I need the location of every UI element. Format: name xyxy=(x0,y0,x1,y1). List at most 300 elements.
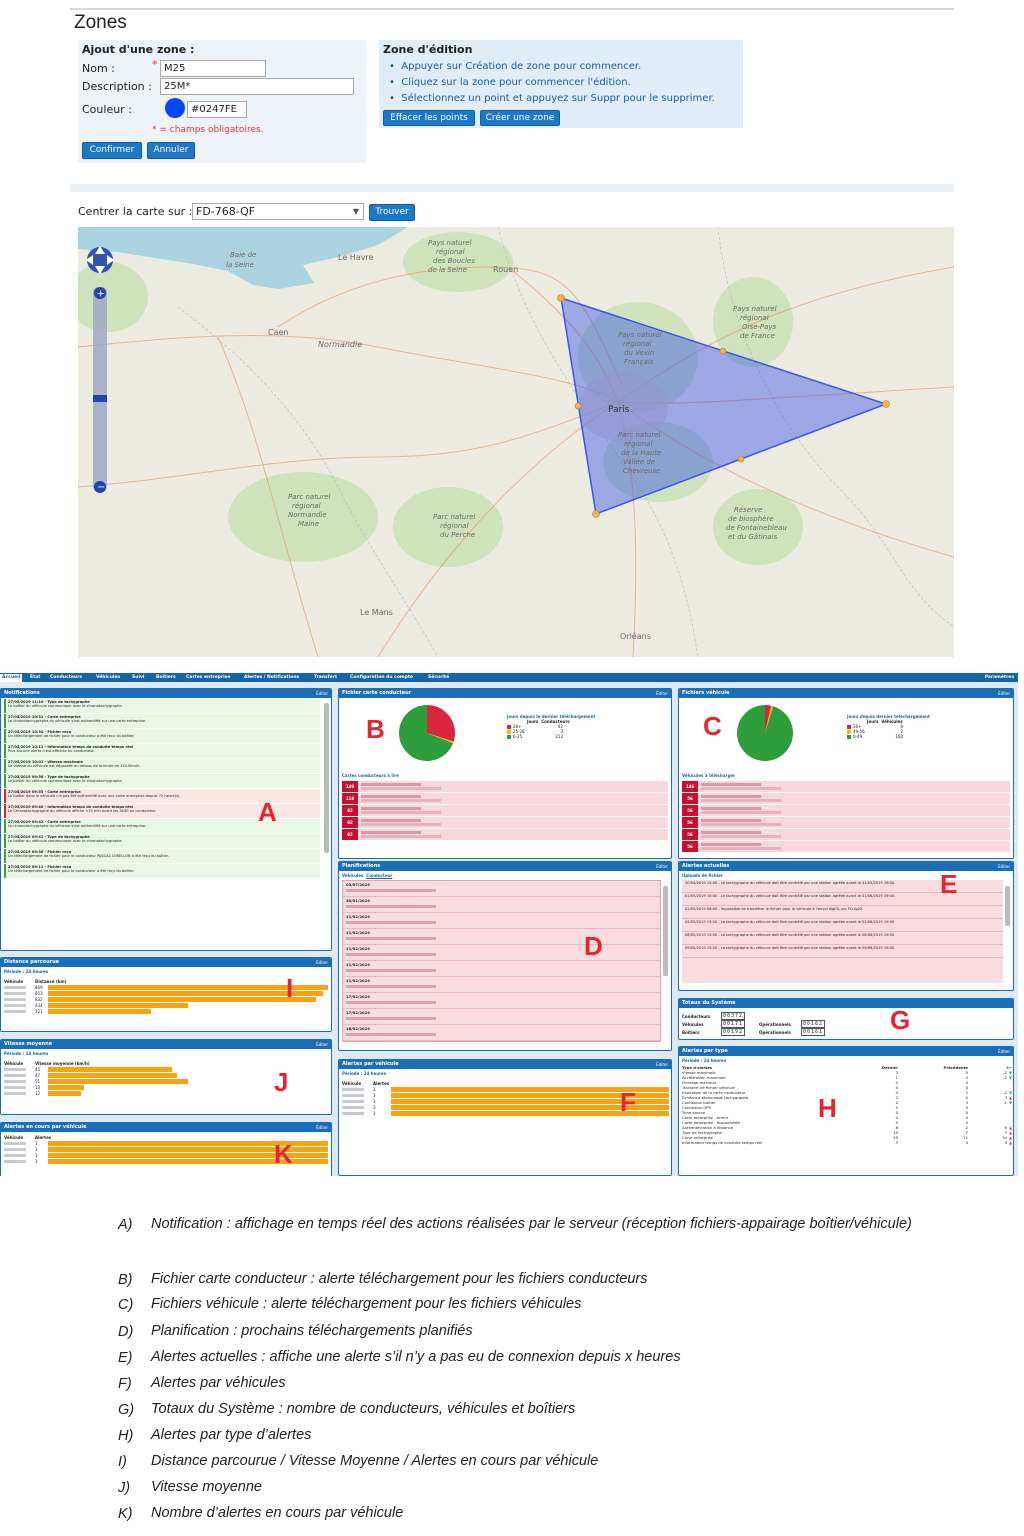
tab-securite[interactable]: Sécurité xyxy=(428,675,450,680)
description-input[interactable]: 25M* xyxy=(160,78,354,95)
svg-text:de la Haute: de la Haute xyxy=(621,449,662,457)
alert-type-cell: Information temps de conduite temps réel xyxy=(682,1140,763,1145)
bar-mark xyxy=(48,997,316,1002)
alert-type-cell: 0 xyxy=(895,1110,898,1115)
notification-item[interactable] xyxy=(4,714,320,728)
alert-item[interactable]: 08/05/2019 15:00 - Le tachygraphe du véhicule doit être contrôlé par une station agréée avant le 08/06/2019 19:00. xyxy=(682,932,1003,945)
alert-type-cell: 0 xyxy=(965,1105,968,1110)
alert-item[interactable]: 02/05/2019 15:00 - Le tachygraphe du véhicule doit être contrôlé par une station agréée avant le 02/06/2019 19:00. xyxy=(682,919,1003,932)
planning-date: 11/02/2019 xyxy=(346,946,370,951)
notifications-header xyxy=(1,689,331,698)
list-count: 82 xyxy=(342,817,358,828)
planning-item[interactable] xyxy=(343,897,660,913)
description-label: Description : xyxy=(82,80,152,93)
vehicle-files-title: Fichiers véhicule xyxy=(682,690,730,696)
planning-tabs xyxy=(339,871,671,880)
vehicle-legend-col1: Jours xyxy=(867,719,879,724)
tab-boitiers[interactable]: Boîtiers xyxy=(156,675,176,680)
alert-type-cell: Freinage maximal xyxy=(682,1080,716,1085)
create-zone-button[interactable]: Créer une zone xyxy=(480,110,560,126)
notification-body: Le Chronotachygraphe du véhicule affiche <15 min avant les 4h30 au conducteur. xyxy=(8,809,157,814)
distance-edit[interactable]: Éditer xyxy=(316,960,328,965)
alerts-current-vehicle-edit[interactable]: Éditer xyxy=(316,1125,328,1130)
speed-col2: Vitesse moyenne (km/h) xyxy=(35,1061,90,1066)
svg-text:Le Havre: Le Havre xyxy=(338,253,374,262)
totals-vehicles: 00171 xyxy=(723,1021,744,1027)
find-button[interactable]: Trouver xyxy=(369,204,415,221)
planning-title: Planifications xyxy=(342,863,381,869)
svg-text:Rouen: Rouen xyxy=(493,265,519,274)
map[interactable] xyxy=(78,227,954,657)
legend-label: 0-49 xyxy=(853,734,863,739)
bar-mark xyxy=(48,1003,188,1008)
tab-transfert[interactable]: Transfert xyxy=(314,675,338,680)
alerts-per-vehicle-period: Période : 24 heures xyxy=(342,1071,387,1076)
vehicle-files-edit[interactable]: Éditer xyxy=(998,691,1010,696)
svg-text:+: + xyxy=(96,288,105,300)
driver-legend-rows xyxy=(507,724,595,739)
planning-item[interactable] xyxy=(343,993,660,1009)
current-alerts-header xyxy=(679,862,1013,871)
notification-item[interactable] xyxy=(4,699,320,713)
notification-body: Un téléchargement de fichier pour le conducteur a été reçu du boîtier. xyxy=(8,869,135,874)
caption-key: J) xyxy=(118,1480,131,1496)
list-item[interactable] xyxy=(342,829,668,840)
list-count: 149 xyxy=(342,781,358,792)
bar-value: 3 xyxy=(35,1141,38,1146)
alerts-type-table xyxy=(680,1065,1014,1145)
bar-value: 3 xyxy=(373,1087,376,1092)
planning-tab-vehicles[interactable]: Véhicules xyxy=(342,873,364,878)
svg-text:Maine: Maine xyxy=(298,520,320,528)
list-item[interactable] xyxy=(682,781,1010,792)
totals-title: Totaux du Système xyxy=(682,1000,736,1006)
alert-type-cell: Carte entreprise xyxy=(682,1135,713,1140)
current-alerts-sub: Uploads de fichier xyxy=(682,873,723,878)
vehicle-id-blurred xyxy=(4,1068,26,1071)
notification-body: La vitesse du véhicule est dépassée au dessus de la limite de 110.0km/h. xyxy=(8,764,141,769)
alerts-type-period: Période : 24 heures xyxy=(682,1058,727,1063)
planning-name-blurred xyxy=(346,905,436,908)
planning-item[interactable] xyxy=(343,881,660,897)
planning-panel xyxy=(338,861,672,1051)
list-item[interactable] xyxy=(682,817,1010,828)
legend-value: 212 xyxy=(555,734,563,739)
bar-value: 3 xyxy=(373,1099,376,1104)
svg-text:régional: régional xyxy=(623,340,652,348)
bar-value: 321 xyxy=(35,1009,43,1014)
alert-type-cell: 3 xyxy=(965,1075,968,1080)
alert-type-cell: 11 xyxy=(963,1135,968,1140)
alert-type-cell: 0 xyxy=(895,1090,898,1095)
vehicle-id-blurred xyxy=(4,986,26,989)
planning-item[interactable] xyxy=(343,929,660,945)
notifications-edit[interactable]: Éditer xyxy=(316,691,328,696)
alert-item[interactable]: 09/05/2019 15:00 - Le tachygraphe du véhicule doit être contrôlé par une station agréée avant le 09/06/2019 19:00. xyxy=(682,945,1003,958)
caption-text: Vitesse moyenne xyxy=(151,1479,262,1495)
color-swatch[interactable] xyxy=(165,98,185,118)
alert-type-cell: 0 xyxy=(965,1115,968,1120)
list-text-blurred xyxy=(701,843,761,846)
at-col3: Précédente xyxy=(943,1065,968,1070)
alert-type-cell: Carte entreprise - disponibilité xyxy=(682,1120,740,1125)
planning-edit[interactable]: Éditer xyxy=(656,864,668,869)
legend-label: 25-28 xyxy=(513,729,525,734)
current-alerts-edit[interactable]: Éditer xyxy=(998,864,1010,869)
boundaries-layer xyxy=(178,227,954,657)
vehicle-id-blurred xyxy=(342,1088,364,1091)
vehicle-id-blurred xyxy=(342,1106,364,1109)
alerts-per-vehicle-edit[interactable]: Éditer xyxy=(656,1062,668,1067)
alert-type-cell: Expiration de la carte conducteur xyxy=(682,1090,746,1095)
svg-text:de Fontainebleau: de Fontainebleau xyxy=(726,524,787,532)
planning-date: 11/02/2019 xyxy=(346,978,370,983)
distance-period: Période : 24 heures xyxy=(4,969,49,974)
alerts-type-edit[interactable]: Éditer xyxy=(998,1049,1010,1054)
list-count: 118 xyxy=(342,793,358,804)
legend-label: 28+ xyxy=(513,724,522,729)
alert-type-row xyxy=(680,1140,1014,1145)
caption-key: G) xyxy=(118,1402,135,1418)
list-text-blurred xyxy=(701,819,761,822)
planning-item[interactable] xyxy=(343,977,660,993)
svg-text:Normandie: Normandie xyxy=(288,511,327,519)
alert-type-cell: 3 xyxy=(965,1100,968,1105)
center-map-select[interactable] xyxy=(192,203,364,220)
settings-link[interactable]: Paramètres xyxy=(984,675,1014,680)
clear-points-button[interactable]: Effacer les points xyxy=(383,110,475,126)
bar-mark xyxy=(48,1067,172,1072)
notification-item[interactable] xyxy=(4,744,320,758)
tab-suivi[interactable]: Suivi xyxy=(132,675,145,680)
alert-type-cell: 0 xyxy=(895,1080,898,1085)
speed-col1: Véhicule xyxy=(4,1061,24,1066)
caption-key: C) xyxy=(118,1297,134,1313)
vehicle-id-blurred xyxy=(4,1080,26,1083)
notification-item[interactable] xyxy=(4,729,320,743)
roads-layer xyxy=(78,267,954,657)
alert-type-cell: 2 xyxy=(895,1100,898,1105)
planning-scrollbar[interactable] xyxy=(663,886,668,976)
vehicle-id-blurred xyxy=(4,1160,26,1163)
alert-type-cell: Connexion GPS xyxy=(682,1105,711,1110)
notification-item[interactable] xyxy=(4,759,320,773)
letter-b: B xyxy=(366,714,385,744)
list-count: 56 xyxy=(682,817,698,828)
planning-item[interactable] xyxy=(343,1025,660,1041)
caption-key: I) xyxy=(118,1454,127,1470)
alert-type-cell: 2 xyxy=(965,1125,968,1130)
notification-body: Le boîtier du véhicule communique avec le chronotachygraphe. xyxy=(8,839,123,844)
caption-key: K) xyxy=(118,1506,133,1522)
notification-item[interactable] xyxy=(4,774,320,788)
speed-period: Période : 24 heures xyxy=(4,1051,49,1056)
edit-zone-heading: Zone d'édition xyxy=(383,43,473,56)
speed-title: Vitesse moyenne xyxy=(4,1041,53,1047)
planning-date: 17/02/2019 xyxy=(346,994,370,999)
alert-type-cell: 5 xyxy=(965,1070,968,1075)
vehicle-id-blurred xyxy=(4,1142,26,1145)
caption-key: A) xyxy=(118,1217,133,1233)
distance-col2: Distance (km) xyxy=(35,979,67,984)
totals-boxes-label: Boîtiers xyxy=(682,1030,700,1035)
arrow-down-icon: ▼ xyxy=(1009,1075,1012,1080)
alert-type-cell: 6 ▲ xyxy=(1004,1125,1012,1130)
alerts-per-vehicle-title: Alertes par véhicule xyxy=(342,1061,399,1067)
notification-body: Plus aucune alerte n'est affichée au conducteur. xyxy=(8,749,95,754)
svg-text:Pays naturel: Pays naturel xyxy=(428,239,472,247)
svg-text:du Perche: du Perche xyxy=(440,531,476,539)
vehicle-id-blurred xyxy=(4,1092,26,1095)
list-item[interactable] xyxy=(682,793,1010,804)
list-subtext-blurred xyxy=(701,787,781,790)
legend-swatch xyxy=(847,735,851,739)
edit-zone-panel xyxy=(379,40,743,128)
totals-panel xyxy=(678,998,1014,1040)
alert-type-cell: 0 xyxy=(965,1120,968,1125)
alert-type-cell: 0 xyxy=(895,1115,898,1120)
notification-body: Le boîtier du véhicule communique avec le chronotachygraphe. xyxy=(8,704,123,709)
svg-text:Orléans: Orléans xyxy=(620,632,651,641)
alert-item[interactable]: 02/05/2019 06:09 - Impossible de transférer le fichier pour le véhicule à l'envoi digiOL sur FD-fg25. xyxy=(682,906,1003,919)
bar-mark xyxy=(48,991,323,996)
alert-type-cell: 2 xyxy=(965,1090,968,1095)
list-subtext-blurred xyxy=(701,799,781,802)
alert-type-cell: 3 ▲ xyxy=(1004,1130,1012,1135)
alert-item[interactable]: 30/04/2019 15:00 - Le tachygraphe du véhicule doit être contrôlé par une station agréée avant le 31/05/2019 19:00. xyxy=(682,880,1003,893)
list-count: 56 xyxy=(682,793,698,804)
scrollbar[interactable] xyxy=(324,703,329,853)
tab-vehicules[interactable]: Véhicules xyxy=(96,675,121,680)
color-label: Couleur : xyxy=(82,103,132,116)
list-count: 56 xyxy=(682,829,698,840)
letter-k: K xyxy=(274,1139,293,1169)
alerts-current-vehicle-title: Alertes en cours par véhicule xyxy=(4,1124,87,1130)
notification-body: Le boîtier dans le véhicule n'a pas été authentifié avec une carte entreprise depuis 72 heure(s). xyxy=(8,794,181,799)
arrow-down-icon: ▼ xyxy=(1009,1070,1012,1075)
legend-row xyxy=(847,734,930,739)
add-zone-heading: Ajout d'une zone : xyxy=(82,43,195,56)
svg-text:Baie de: Baie de xyxy=(230,251,257,259)
bar-mark xyxy=(48,1009,151,1014)
notification-body: Un téléchargement de fichier pour le conducteur a été reçu du boîtier. xyxy=(8,734,135,739)
caption-text: Fichiers véhicule : alerte téléchargement pour les fichiers véhicules xyxy=(151,1296,582,1312)
instruction-1: • Appuyer sur Création de zone pour commencer. xyxy=(389,61,642,72)
alert-type-cell: Type de tachygraphe xyxy=(682,1130,722,1135)
driver-files-edit[interactable]: Éditer xyxy=(656,691,668,696)
planning-date: 11/02/2019 xyxy=(346,962,370,967)
at-col4: +/- xyxy=(1005,1065,1012,1070)
driver-legend-col1: Jours xyxy=(527,719,539,724)
speed-header xyxy=(1,1040,331,1049)
bar-value: 47 xyxy=(35,1073,41,1078)
bar-value: 434 xyxy=(35,1003,43,1008)
legend-row xyxy=(507,734,595,739)
tab-conducteurs[interactable]: Conducteurs xyxy=(50,675,82,680)
list-item[interactable] xyxy=(342,817,668,828)
alert-type-cell: 7 xyxy=(965,1130,968,1135)
map-canvas xyxy=(78,227,954,657)
alert-type-cell: 0 xyxy=(965,1085,968,1090)
notification-item[interactable] xyxy=(4,834,320,848)
alert-type-cell: 3 ▲ xyxy=(1004,1140,1012,1145)
alert-type-cell: 8 xyxy=(895,1125,898,1130)
list-item[interactable] xyxy=(682,841,1010,852)
tab-configuration[interactable]: Configuration du compte xyxy=(350,675,414,680)
driver-list-title: Cartes conducteurs à lire xyxy=(342,773,399,778)
current-alerts-scrollbar[interactable] xyxy=(1005,886,1010,926)
color-input[interactable]: #0247FE xyxy=(187,101,247,118)
cancel-button[interactable]: Annuler xyxy=(147,142,195,159)
tab-accueil[interactable]: Accueil xyxy=(2,675,21,680)
svg-text:et du Gâtinais: et du Gâtinais xyxy=(728,533,778,541)
planning-name-blurred xyxy=(346,1033,436,1036)
caption-text: Distance parcourue / Vitesse Moyenne / Alertes en cours par véhicule xyxy=(151,1453,599,1469)
planning-date: 17/02/2019 xyxy=(346,1010,370,1015)
section-divider xyxy=(70,184,954,192)
legend-label: 49-56 xyxy=(853,729,865,734)
svg-text:régional: régional xyxy=(740,314,769,322)
alerts-current-col2: Alertes xyxy=(35,1135,52,1140)
alert-type-cell: Échéance étalonnage tachygraphe xyxy=(682,1095,749,1100)
bar-value: 45 xyxy=(35,1067,41,1072)
alerts-per-vehicle-header xyxy=(339,1060,671,1069)
list-count: 82 xyxy=(342,829,358,840)
legend-value: 3 xyxy=(560,729,563,734)
vehicle-id-blurred xyxy=(342,1100,364,1103)
planning-date: 30/01/2019 xyxy=(346,898,370,903)
svg-text:Chevreuse: Chevreuse xyxy=(623,467,661,475)
caption-text: Notification : affichage en temps réel des actions réalisées par le serveur (réception fichiers-appairage boîtier/véhicule) xyxy=(151,1216,912,1232)
notification-body: Un téléchargement de fichier pour le conducteur PASCAL LOBELLON a été reçu du boîtier. xyxy=(8,854,170,859)
alert-type-cell: 10 xyxy=(893,1130,898,1135)
instruction-2: • Cliquez sur la zone pour commencer l'édition. xyxy=(389,77,631,88)
planning-tab-driver[interactable]: Conducteur xyxy=(366,873,393,878)
driver-files-header xyxy=(339,689,671,698)
letter-d: D xyxy=(584,931,603,961)
notification-item[interactable] xyxy=(4,849,320,863)
planning-name-blurred xyxy=(346,889,436,892)
alert-type-cell: 3 xyxy=(895,1095,898,1100)
bar-mark xyxy=(48,1085,84,1090)
svg-text:Caen: Caen xyxy=(268,328,289,337)
driver-files-pie xyxy=(397,703,457,763)
alert-type-cell: 1 xyxy=(895,1075,898,1080)
bar-value: 3 xyxy=(35,1159,38,1164)
vehicle-files-header xyxy=(679,689,1013,698)
arrow-up-icon: ▲ xyxy=(1009,1125,1012,1130)
arrow-down-icon: ▼ xyxy=(1009,1100,1012,1105)
list-subtext-blurred xyxy=(361,787,441,790)
planning-name-blurred xyxy=(346,1017,436,1020)
alert-item[interactable]: 01/05/2019 15:00 - Le tachygraphe du véhicule doit être contrôlé par une station agréée avant le 01/06/2019 19:00. xyxy=(682,893,1003,906)
planning-item[interactable] xyxy=(343,913,660,929)
list-item[interactable] xyxy=(342,781,668,792)
list-subtext-blurred xyxy=(701,811,781,814)
center-map-value: FD-768-QF xyxy=(196,205,256,218)
instruction-3-text: Sélectionnez un point et appuyez sur Suppr pour le supprimer. xyxy=(401,93,715,104)
vehicle-id-blurred xyxy=(342,1112,364,1115)
instruction-2-text: Cliquez sur la zone pour commencer l'édition. xyxy=(401,77,631,88)
name-label: Nom : xyxy=(82,62,115,75)
vehicle-id-blurred xyxy=(4,1010,26,1013)
distance-col1: Véhicule xyxy=(4,979,24,984)
list-item[interactable] xyxy=(682,829,1010,840)
pie-slice xyxy=(737,705,793,761)
list-subtext-blurred xyxy=(361,823,441,826)
bar-value: 13 xyxy=(35,1085,41,1090)
bar-mark xyxy=(48,1073,177,1078)
page-title: Zones xyxy=(74,12,127,33)
svg-text:Réserve: Réserve xyxy=(734,506,763,514)
planning-item[interactable] xyxy=(343,1009,660,1025)
notification-heading: 27/05/2019 09:55 - Carte entreprise xyxy=(8,790,81,794)
legend-label: 0-25 xyxy=(513,734,523,739)
alert-type-cell: Authentification à distance xyxy=(682,1125,734,1130)
name-input[interactable]: M25 xyxy=(160,60,266,77)
bar-value: 12 xyxy=(35,1091,41,1096)
vehicle-legend-col2: Véhicules xyxy=(881,719,903,724)
planning-name-blurred xyxy=(346,1001,436,1004)
letter-g: G xyxy=(890,1005,911,1035)
alert-type-cell: 3 xyxy=(895,1140,898,1145)
totals-boxes: 00192 xyxy=(723,1029,744,1035)
alert-type-cell: -1 ▼ xyxy=(1003,1075,1012,1080)
planning-name-blurred xyxy=(346,953,436,956)
vehicle-id-blurred xyxy=(4,1074,26,1077)
list-item[interactable] xyxy=(342,793,668,804)
tab-cartes-entreprise[interactable]: Cartes entreprise xyxy=(186,675,231,680)
planning-item[interactable] xyxy=(343,961,660,977)
list-subtext-blurred xyxy=(361,811,441,814)
alert-type-cell: -2 ▼ xyxy=(1003,1070,1012,1075)
vehicle-id-blurred xyxy=(4,998,26,1001)
list-item[interactable] xyxy=(682,805,1010,816)
tab-etat[interactable]: État xyxy=(30,675,41,680)
confirm-button[interactable]: Confirmer xyxy=(82,142,142,159)
bar-value: 51 xyxy=(35,1079,41,1084)
caption-key: F) xyxy=(118,1376,132,1392)
planning-name-blurred xyxy=(346,969,436,972)
list-subtext-blurred xyxy=(361,835,441,838)
alert-type-cell: Time source xyxy=(682,1110,706,1115)
bar-value: 3 xyxy=(35,1147,38,1152)
totals-drivers-label: Conducteurs xyxy=(682,1014,711,1019)
notification-heading: 27/05/2019 10:34 - Fichier reçu xyxy=(8,730,72,734)
totals-op2-label: Opérationnels xyxy=(759,1030,791,1035)
svg-text:Paris: Paris xyxy=(608,405,630,415)
caption-text: Alertes par véhicules xyxy=(151,1375,286,1391)
tab-alertes[interactable]: Alertes / Notifications xyxy=(244,675,300,680)
svg-text:Le Mans: Le Mans xyxy=(360,608,393,617)
driver-list xyxy=(339,780,671,841)
vehicle-legend-title: Jours depuis dernier téléchargement xyxy=(847,714,930,719)
list-item[interactable] xyxy=(342,805,668,816)
speed-edit[interactable]: Éditer xyxy=(316,1042,328,1047)
notification-item[interactable] xyxy=(4,864,320,878)
zoom-slider[interactable] xyxy=(93,287,107,493)
notification-heading: 27/05/2019 09:42 - Carte entreprise xyxy=(8,820,81,824)
alert-type-cell: 0 xyxy=(965,1095,968,1100)
add-zone-panel xyxy=(78,40,366,163)
planning-item[interactable] xyxy=(343,945,660,961)
required-note: * = champs obligatoires. xyxy=(152,125,264,135)
driver-legend-title: Jours depuis le dernier téléchargement xyxy=(507,714,596,719)
alert-type-cell: 0 xyxy=(895,1085,898,1090)
alert-type-cell: 0 xyxy=(965,1080,968,1085)
legend-value: 92 xyxy=(557,724,563,729)
svg-text:Français: Français xyxy=(624,358,654,366)
